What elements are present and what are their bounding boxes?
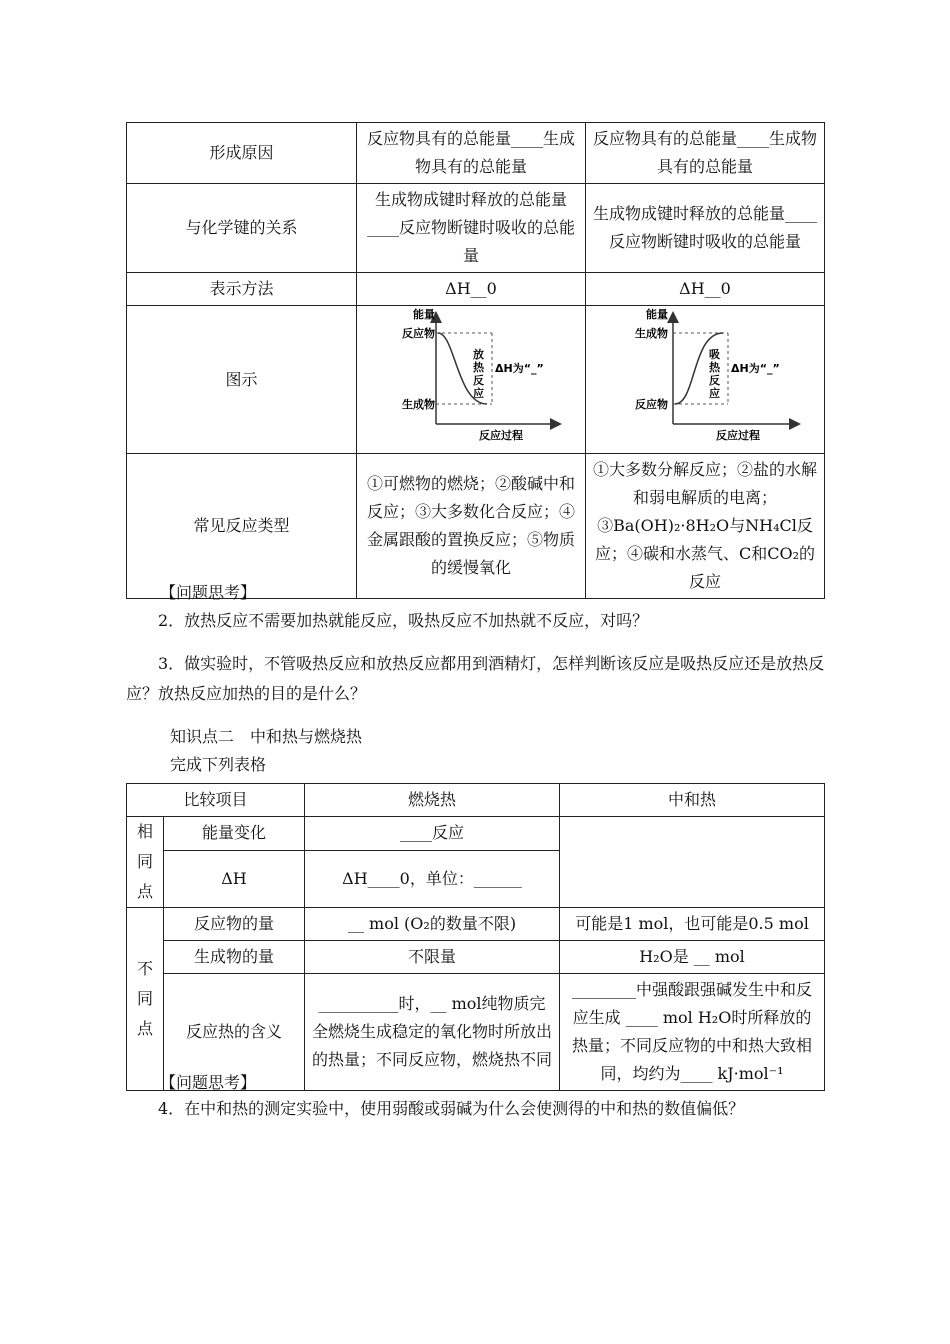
vertical-text-1: 吸: [708, 348, 720, 361]
endothermic-diagram-cell: [586, 306, 825, 454]
endothermic-cell: 生成物成键时释放的总能量____反应物断键时吸收的总能量: [586, 184, 825, 273]
top-level-label: 反应物: [401, 327, 435, 340]
row-label: 图示: [127, 306, 357, 454]
row-label: 与化学键的关系: [127, 184, 357, 273]
reactant-amount-burn: __ mol (O₂的数量不限): [305, 908, 560, 941]
diff-points-label: 不同点: [137, 959, 154, 1038]
row-label: 常见反应类型: [127, 454, 357, 599]
energy-change-burn: ____反应: [305, 817, 560, 851]
question-3: 3．做实验时，不管吸热反应和放热反应都用到酒精灯，怎样判断该反应是吸热反应还是放热反应？放热反应加热的目的是什么？: [126, 654, 825, 703]
reactant-amount-label: 反应物的量: [164, 908, 305, 941]
product-amount-burn: 不限量: [305, 941, 560, 974]
row-label: 表示方法: [127, 273, 357, 306]
exothermic-energy-diagram: [359, 306, 584, 444]
reactant-amount-neutral: 可能是1 mol，也可能是0.5 mol: [560, 908, 825, 941]
exothermic-cell: ΔH__0: [357, 273, 586, 306]
same-points-neutral: [560, 817, 825, 908]
dh-label: ΔH为“_”: [730, 362, 780, 375]
exothermic-cell: 生成物成键时释放的总能量____反应物断键时吸收的总能量: [357, 184, 586, 273]
section-title: 知识点二 中和热与燃烧热: [170, 727, 363, 746]
top-level-label: 生成物: [634, 327, 668, 340]
question-heading: 【问题思考】: [160, 583, 257, 602]
header-neutral: 中和热: [560, 784, 825, 817]
product-amount-label: 生成物的量: [164, 941, 305, 974]
row-label: 形成原因: [127, 123, 357, 184]
question-4: 4．在中和热的测定实验中，使用弱酸或弱碱为什么会使测得的中和热的数值偏低？: [158, 1099, 745, 1118]
vertical-text-1: 放: [472, 348, 484, 361]
header-burn: 燃烧热: [305, 784, 560, 817]
dh-burn: ΔH____0，单位：______: [305, 850, 560, 907]
question-2: 2．放热反应不需要加热就能反应，吸热反应不加热就不反应，对吗？: [158, 611, 649, 630]
endothermic-cell: ΔH__0: [586, 273, 825, 306]
x-axis-label: 反应过程: [715, 429, 760, 442]
exothermic-cell: 反应物具有的总能量____生成物具有的总能量: [357, 123, 586, 184]
meaning-neutral: ________中强酸跟强碱发生中和反应生成 ____ mol H₂O时所释放的热量；不同反应物的中和热大致相同，均约为____ kJ·mol⁻¹: [560, 974, 825, 1091]
vertical-text-3: 反: [708, 374, 720, 387]
same-points-label: 相同点: [137, 822, 154, 901]
product-amount-neutral: H₂O是 __ mol: [560, 941, 825, 974]
y-axis-label: 能量: [412, 308, 435, 321]
y-axis-label: 能量: [645, 308, 668, 321]
question-heading-2: 【问题思考】: [160, 1073, 257, 1092]
endothermic-energy-diagram: [588, 306, 823, 444]
bottom-level-label: 反应物: [634, 398, 668, 411]
meaning-burn: __________时，__ mol纯物质完全燃烧生成稳定的氧化物时所放出的热量；不同反应物，燃烧热不同: [305, 974, 560, 1091]
vertical-text-4: 应: [472, 387, 484, 400]
endothermic-cell: ①大多数分解反应；②盐的水解和弱电解质的电离；③Ba(OH)₂·8H₂O与NH₄Cl反应；④碳和水蒸气、C和CO₂的反应: [586, 454, 825, 599]
vertical-text-2: 热: [472, 361, 484, 374]
heat-comparison-table: [126, 783, 825, 1091]
x-axis-label: 反应过程: [478, 429, 523, 442]
exothermic-diagram-cell: [357, 306, 586, 454]
reaction-heat-table: [126, 122, 825, 599]
energy-change-label: 能量变化: [164, 817, 305, 851]
dh-label: ΔH为“_”: [494, 362, 544, 375]
dh-label: ΔH: [164, 850, 305, 907]
endothermic-cell: 反应物具有的总能量____生成物具有的总能量: [586, 123, 825, 184]
exothermic-cell: ①可燃物的燃烧；②酸碱中和反应；③大多数化合反应；④金属跟酸的置换反应；⑤物质的缓慢氧化: [357, 454, 586, 599]
bottom-level-label: 生成物: [401, 398, 435, 411]
section-instruction: 完成下列表格: [170, 755, 267, 774]
meaning-label: 反应热的含义: [164, 974, 305, 1091]
vertical-text-2: 热: [708, 361, 720, 374]
vertical-text-4: 应: [708, 387, 720, 400]
vertical-text-3: 反: [472, 374, 484, 387]
header-item: 比较项目: [127, 784, 305, 817]
